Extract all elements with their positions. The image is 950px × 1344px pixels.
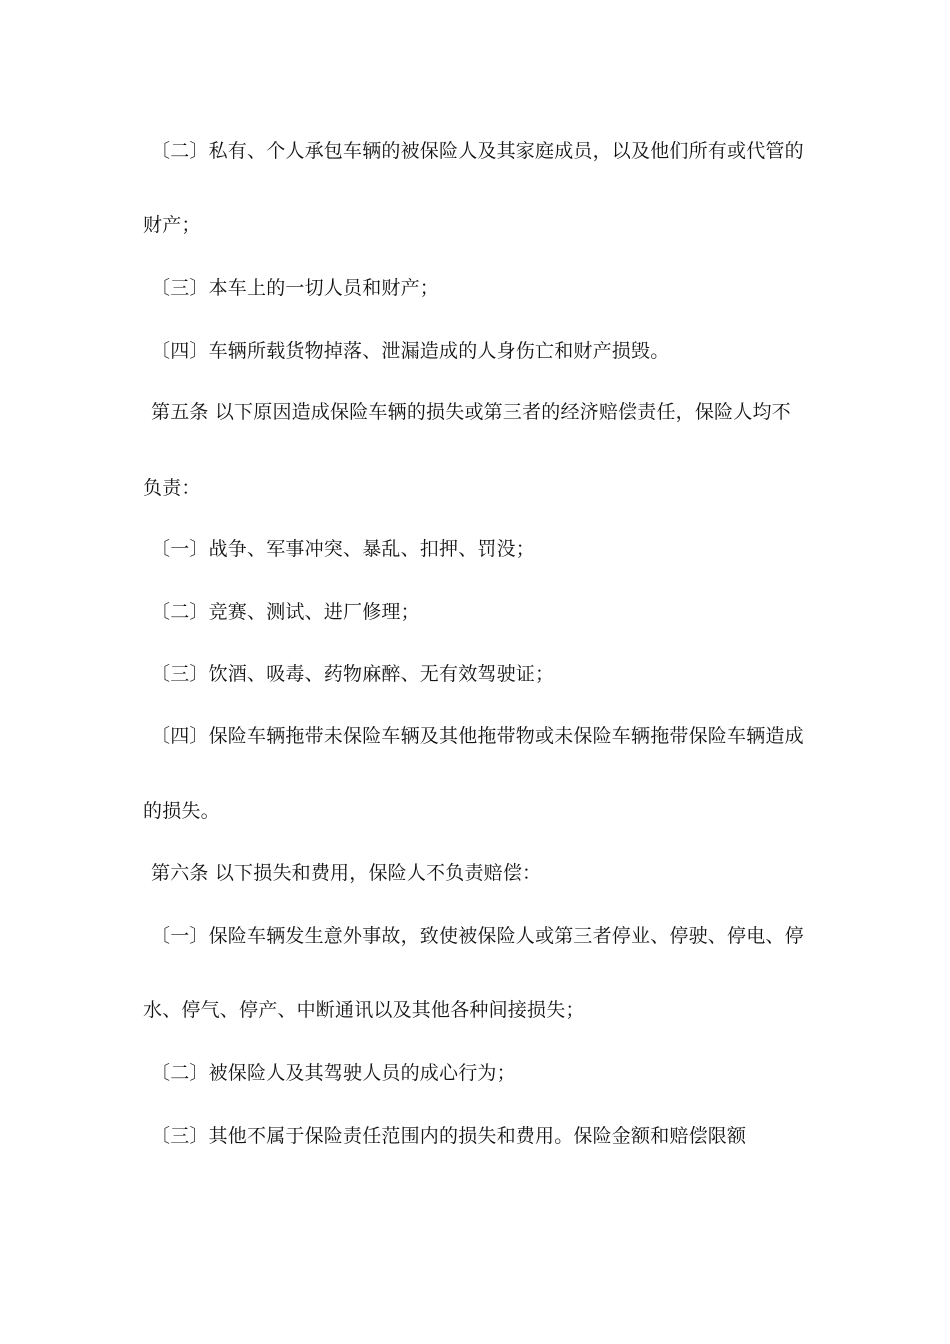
- clause-line: 〔二〕被保险人及其驾驶人员的成心行为；: [151, 1062, 516, 1084]
- clause-line: 负责：: [143, 477, 201, 499]
- clause-line: 〔三〕饮酒、吸毒、药物麻醉、无有效驾驶证；: [151, 663, 555, 685]
- clause-line: 〔三〕其他不属于保险责任范围内的损失和费用。保险金额和赔偿限额: [151, 1125, 747, 1147]
- clause-line: 〔三〕本车上的一切人员和财产；: [151, 277, 440, 299]
- clause-line: 〔四〕保险车辆拖带未保险车辆及其他拖带物或未保险车辆拖带保险车辆造成: [151, 725, 804, 747]
- clause-line: 〔二〕私有、个人承包车辆的被保险人及其家庭成员，以及他们所有或代管的: [151, 140, 804, 162]
- clause-line: 〔四〕车辆所载货物掉落、泄漏造成的人身伤亡和财产损毁。: [151, 340, 670, 362]
- clause-line: 〔一〕战争、军事冲突、暴乱、扣押、罚没；: [151, 538, 536, 560]
- clause-line: 财产；: [143, 214, 201, 236]
- clause-line: 〔二〕竞赛、测试、进厂修理；: [151, 601, 420, 623]
- article-heading-6: 第六条 以下损失和费用，保险人不负责赔偿：: [151, 862, 542, 884]
- article-heading-5: 第五条 以下原因造成保险车辆的损失或第三者的经济赔偿责任，保险人均不: [151, 401, 791, 423]
- clause-line: 〔一〕保险车辆发生意外事故，致使被保险人或第三者停业、停驶、停电、停: [151, 925, 804, 947]
- clause-line: 的损失。: [143, 800, 220, 822]
- clause-line: 水、停气、停产、中断通讯以及其他各种间接损失；: [143, 999, 585, 1021]
